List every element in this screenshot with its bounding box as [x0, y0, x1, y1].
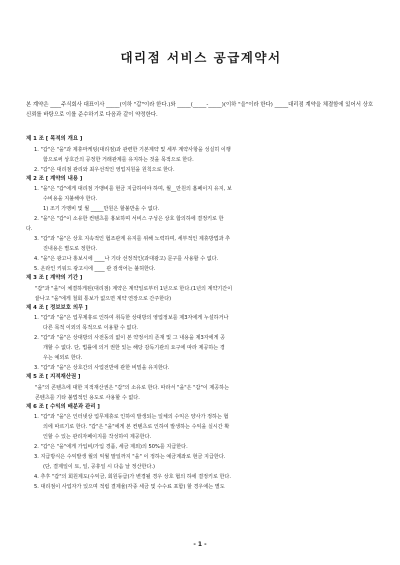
article-line: 1. "갑"과 "을"은 업무제휴로 인하여 취득한 상대방의 영업정보를 제3자에게 누설하거나: [34, 315, 229, 321]
article-line: (단, 결제일이 토, 일, 공휴일 시 다음 날 정산한다.): [43, 464, 155, 470]
article-line: 1) 조기 가맹비 및 월 _____만원은 할불반을 수 없다.: [43, 206, 160, 212]
article-line: 1. "을"은 "갑"에게 대리점 가맹비를 현금 지급하여야 하며, 월__만원의 홈페이지 유지, 보: [34, 186, 232, 192]
article-line: 1. "갑"은 "을"과 제휴마케팅(대리점)과 관련한 기본계약 및 세부 계약사항을 성실히 이행: [34, 146, 231, 153]
article-line: 끝나고 "을"에게 철회 통보가 없으면 계약 연장으로 간주한다): [35, 295, 172, 302]
article-section: [26, 274, 376, 304]
article-section: [26, 373, 376, 403]
article-line: 5. 온라인 키워드 광고시에 ____ 관 검색어는 불허한다.: [34, 266, 156, 272]
document-title: 대리점 서비스 공급계약서: [120, 50, 282, 65]
article-line: 2. "을"은 "갑"이 소유한 컨텐츠를 홍보하며 서비스 구성은 상호 합의하에 결정키로 한: [34, 216, 224, 222]
article-heading: 제 2 조 [ 계약의 내용 ]: [26, 175, 83, 182]
article-line: "을"의 콘텐츠에 대한 지적재산권은 "갑"의 소유로 한다. 따라서 "을"은 "갑"이 제공하는: [35, 384, 230, 391]
article-section: [26, 403, 376, 493]
article-line: 의에 따르기로 한다. "갑"은 "을"에게 본 컨텐츠로 인하여 발생하는 수익을 실시간 확: [43, 424, 230, 430]
intro-paragraph: 본 계약은 ____주식회사 대표이사 _____(이하 "갑"이라 한다.)와 _____(_____-_____)(이하 "을"이라 한다) _____대리점 계약을 체결함에 있어서 상호 신뢰를 바탕으로 이를 준수하기로 다음과 같이 약정한다.: [26, 102, 375, 118]
article-heading: 제 1 조 [ 목적의 개요 ]: [26, 136, 83, 142]
article-line: 4. 추후 "갑"의 회원제도(수익금, 회원등급)가 변경될 경우 상호 협의 하에 결정키로 한다.: [34, 474, 231, 480]
article-line: 개할 수 없다. 단, 법률에 의거 권한 있는 해당 감독기관의 요구에 따라 제공하는 경: [43, 345, 225, 351]
article-line: 다른 목적 이외의 목적으로 이용할 수 없다.: [43, 325, 138, 331]
article-line: 3. "갑"과 "을"은 상호간의 사업전반에 관한 비밀을 유지한다.: [34, 365, 170, 371]
article-line: 2. "갑"은 대리점 관리와 최우선적인 영업지원을 원칙으로 한다.: [34, 166, 175, 173]
article-line: 1. "갑"과 "을"은 인터넷상 업무제휴로 인하여 발생되는 일체의 수익은 양사가 정하는 협: [34, 414, 229, 420]
article-line: 3. "갑"과 "을"은 상호 지속적인 협조관계 유지를 위해 노력하며, 세부적인 제휴방법과 추: [34, 236, 231, 242]
article-heading: 제 5 조 [ 지적재산권 ]: [26, 374, 81, 380]
article-section: [26, 304, 376, 374]
page-number: - 1 -: [193, 541, 207, 548]
article-line: 인할 수 있는 관리자페이지를 작성하여 제공한다.: [43, 434, 152, 440]
article-line: "갑"과 "을"이 체결하게된(대리점) 계약은 계약일로부터 1년으로 한다.(1년의 계약기간이: [35, 285, 233, 292]
article-line: 3. 지급방식은 수익발생 월의 익월 말일까지 "을" 이 정하는 예금계좌로 현금 지급한다.: [34, 454, 226, 460]
article-line: 함으로써 상호간의 공정한 거래관계를 유지하는 것을 목적으로 한다.: [43, 156, 194, 163]
contract-sections: [26, 135, 376, 492]
article-heading: 제 3 조 [ 계약의 기간 ]: [26, 275, 83, 281]
article-line: 2. "갑"은 "을"에게 가입비/가입 경품, 세금 제외)의 50%를 지급한다.: [34, 444, 188, 450]
article-line: 5. 대리점이 사업자가 있으며 적립 결제율(각종 세금 및 수수료 포함) 할 경우에는 별도: [34, 484, 225, 490]
article-line: 2. "갑"과 "을"은 상대방의 사전동의 없이 본 약정서의 존재 및 그 내용을 제3자에게 공: [34, 335, 226, 341]
article-line: 4. "을"은 광고나 홍보시에 ____나 기타 선정적인(과대광고) 문구를 사용할 수 없다.: [34, 256, 219, 262]
article-line: 우는 예외로 한다.: [43, 355, 83, 361]
article-section: [26, 135, 376, 175]
article-line: 콘텐츠를 기타 불법적인 용도로 사용할 수 없다.: [35, 394, 140, 401]
article-line: 다.: [26, 226, 33, 232]
article-section: [26, 175, 376, 275]
article-line: 수비용을 지불해야 한다.: [43, 196, 98, 202]
article-heading: 제 6 조 [ 수익의 배분과 관리 ]: [26, 403, 100, 410]
article-line: 진내용은 별도로 정한다.: [43, 246, 98, 252]
article-heading: 제 4 조 [ 정보보호 의무 ]: [26, 304, 88, 311]
